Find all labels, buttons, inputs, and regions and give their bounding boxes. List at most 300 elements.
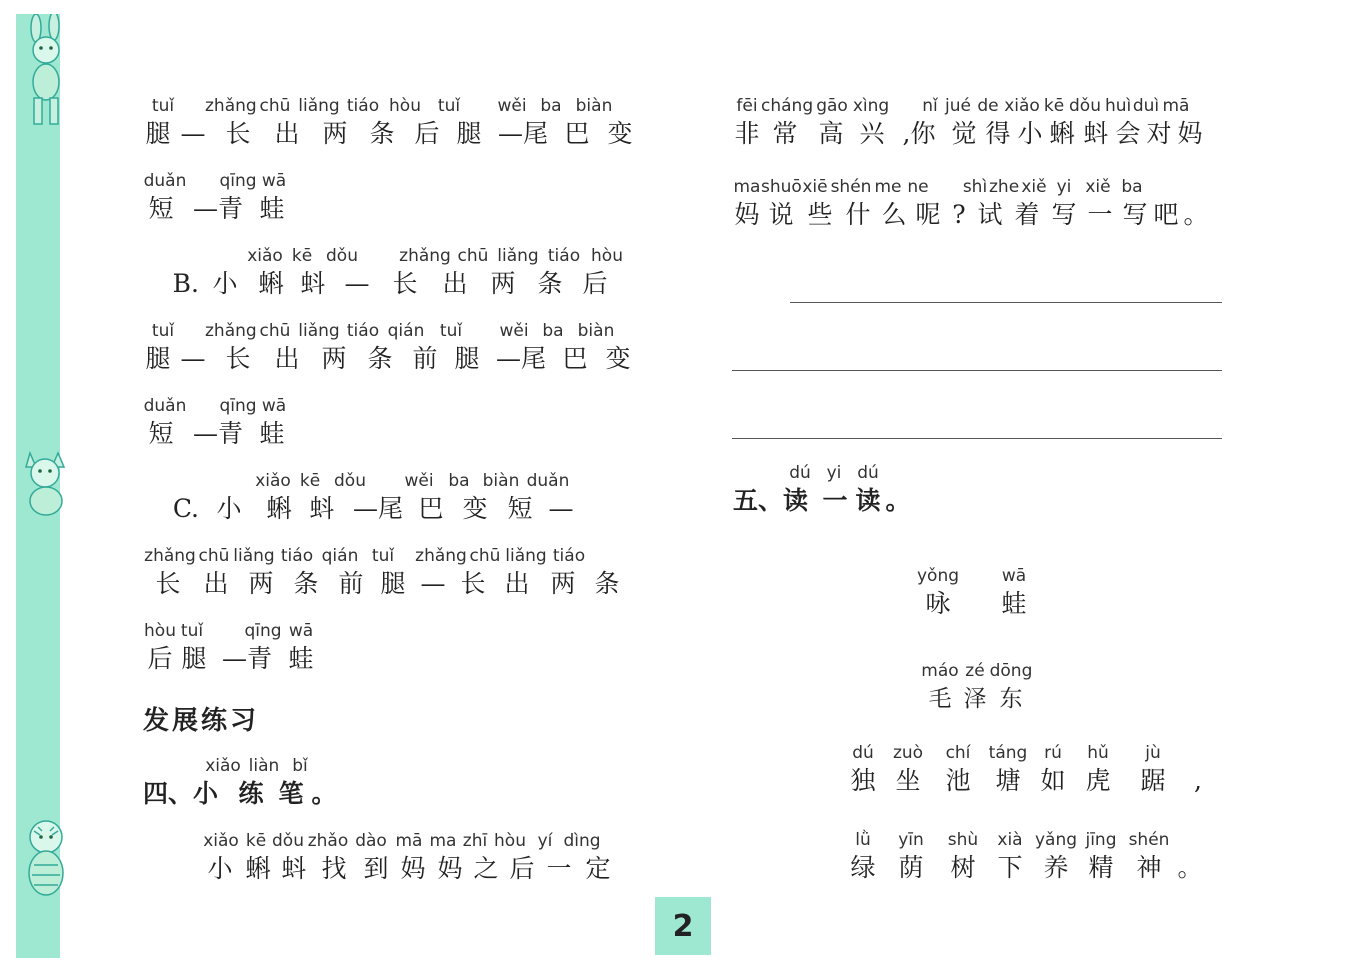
answer-line[interactable] bbox=[732, 370, 1222, 371]
pinyin: wěi bbox=[497, 96, 527, 116]
pinyin-line bbox=[143, 755, 339, 777]
pinyin: liǎng bbox=[233, 546, 275, 566]
pinyin: huì bbox=[1105, 96, 1132, 116]
pinyin: dào bbox=[355, 831, 387, 851]
hanzi: 非 bbox=[734, 119, 760, 148]
hanzi: 两 bbox=[550, 569, 576, 598]
pinyin-line bbox=[733, 462, 913, 484]
hanzi: 长 bbox=[392, 269, 418, 298]
pinyin: mā bbox=[395, 831, 423, 851]
pinyin: tiáo bbox=[547, 246, 581, 266]
hanzi-line bbox=[918, 682, 1034, 716]
pinyin-line bbox=[143, 545, 629, 567]
option-c bbox=[143, 470, 581, 526]
pinyin-line bbox=[912, 565, 1034, 587]
hanzi: 塘 bbox=[995, 766, 1021, 795]
pinyin-line bbox=[143, 245, 629, 267]
hanzi: 巴 bbox=[564, 119, 590, 148]
hanzi: 巴 bbox=[418, 494, 444, 523]
pinyin: chū bbox=[469, 546, 501, 566]
pinyin: wā bbox=[261, 396, 287, 416]
hanzi: 后 bbox=[414, 119, 440, 148]
pinyin: liǎng bbox=[298, 96, 340, 116]
pinyin: yi bbox=[826, 463, 842, 483]
pinyin: tuǐ bbox=[151, 96, 175, 116]
pinyin-line bbox=[843, 742, 1213, 764]
pinyin: chū bbox=[259, 96, 291, 116]
pinyin: hòu bbox=[389, 96, 421, 116]
pinyin: shén bbox=[830, 177, 872, 197]
pinyin: kē bbox=[291, 246, 313, 266]
hanzi-line bbox=[843, 851, 1205, 885]
pinyin: hǔ bbox=[1087, 743, 1109, 763]
hanzi: 对 bbox=[1146, 119, 1172, 148]
hanzi: 蝌 bbox=[245, 854, 271, 883]
pinyin: táng bbox=[988, 743, 1028, 763]
hanzi: 后 bbox=[147, 644, 173, 673]
hanzi: 短 bbox=[148, 419, 174, 448]
hanzi: 小 bbox=[207, 854, 233, 883]
hanzi: 变 bbox=[605, 344, 631, 373]
pinyin: wěi bbox=[499, 321, 529, 341]
pinyin: ma bbox=[733, 177, 761, 197]
hanzi: —尾 bbox=[497, 119, 548, 148]
pinyin: duǎn bbox=[526, 471, 570, 491]
pinyin: tuǐ bbox=[437, 96, 461, 116]
hanzi: 。 bbox=[885, 486, 911, 515]
pinyin: liǎng bbox=[505, 546, 547, 566]
hanzi-line bbox=[143, 117, 643, 151]
pinyin: chū bbox=[457, 246, 489, 266]
hanzi: 后 bbox=[509, 854, 535, 883]
hanzi-line bbox=[143, 777, 339, 811]
hanzi: 池 bbox=[945, 766, 971, 795]
hanzi: 之 bbox=[473, 854, 499, 883]
pinyin: hòu bbox=[591, 246, 623, 266]
hanzi: 巴 bbox=[562, 344, 588, 373]
left-row-1 bbox=[143, 95, 643, 151]
hanzi: 后 bbox=[582, 269, 608, 298]
pinyin: lǜ bbox=[855, 830, 871, 850]
pinyin: xiě bbox=[1021, 177, 1047, 197]
hanzi: 虎 bbox=[1085, 766, 1111, 795]
hanzi: 找 bbox=[321, 854, 347, 883]
hanzi: — bbox=[420, 569, 446, 598]
option-b bbox=[143, 245, 629, 301]
poem-line-2 bbox=[843, 829, 1205, 885]
pinyin: zhī bbox=[462, 831, 488, 851]
pinyin: wā bbox=[1001, 566, 1027, 586]
hanzi: 踞 bbox=[1140, 766, 1166, 795]
hanzi: 如 bbox=[1040, 766, 1066, 795]
poem-line-1 bbox=[843, 742, 1213, 798]
hanzi: 小 bbox=[212, 269, 238, 298]
pinyin: xiǎo bbox=[1004, 96, 1040, 116]
pinyin: yí bbox=[537, 831, 553, 851]
hanzi: — bbox=[180, 344, 206, 373]
hanzi-line bbox=[143, 642, 319, 676]
hanzi-line bbox=[143, 192, 289, 226]
hanzi: —青 bbox=[192, 419, 243, 448]
pinyin: kē bbox=[1043, 96, 1065, 116]
hanzi: 变 bbox=[607, 119, 633, 148]
pinyin: zhǎng bbox=[205, 96, 257, 116]
hanzi: 前 bbox=[412, 344, 438, 373]
hanzi: —尾 bbox=[495, 344, 546, 373]
pinyin: tuǐ bbox=[371, 546, 395, 566]
pinyin-line bbox=[143, 620, 319, 642]
pinyin-line bbox=[200, 830, 620, 852]
hanzi: 蚪 bbox=[309, 494, 335, 523]
answer-line[interactable] bbox=[732, 438, 1222, 439]
hanzi: 蛙 bbox=[1001, 589, 1027, 618]
pinyin-line bbox=[733, 176, 1211, 198]
hanzi: 两 bbox=[248, 569, 274, 598]
poem-author bbox=[918, 660, 1034, 716]
pinyin: ba bbox=[448, 471, 470, 491]
section-title: 五、读 bbox=[733, 486, 809, 515]
hanzi: —青 bbox=[221, 644, 272, 673]
hanzi: 一 bbox=[1087, 200, 1113, 229]
hanzi: 兴 bbox=[859, 119, 885, 148]
hanzi: 变 bbox=[462, 494, 488, 523]
pinyin: jīng bbox=[1085, 830, 1117, 850]
hanzi-line bbox=[733, 117, 1205, 151]
hanzi: 绿 bbox=[850, 853, 876, 882]
pinyin: cháng bbox=[761, 96, 814, 116]
hanzi: 荫 bbox=[898, 853, 924, 882]
hanzi: 出 bbox=[203, 569, 229, 598]
hanzi: 蚪 bbox=[281, 854, 307, 883]
hanzi-line bbox=[143, 492, 581, 526]
hanzi: 妈 bbox=[400, 854, 426, 883]
hanzi-line bbox=[143, 417, 289, 451]
pinyin: yǒng bbox=[916, 566, 960, 586]
hanzi: 短 bbox=[148, 194, 174, 223]
pinyin: máo bbox=[921, 661, 959, 681]
pinyin: chí bbox=[945, 743, 971, 763]
hanzi: 条 bbox=[367, 344, 393, 373]
pinyin: xià bbox=[997, 830, 1023, 850]
pinyin: shù bbox=[947, 830, 979, 850]
poem-title bbox=[912, 565, 1034, 621]
hanzi: 蝌 bbox=[266, 494, 292, 523]
hanzi: , bbox=[1194, 766, 1202, 795]
hanzi: 蚪 bbox=[300, 269, 326, 298]
hanzi: 腿 bbox=[454, 344, 480, 373]
rabbit-mascot-icon bbox=[16, 14, 76, 134]
pinyin: xiē bbox=[802, 177, 828, 197]
hanzi: 两 bbox=[321, 344, 347, 373]
pinyin: biàn bbox=[482, 471, 520, 491]
hanzi: 条 bbox=[293, 569, 319, 598]
hanzi: 腿 bbox=[145, 119, 171, 148]
hanzi: 。 bbox=[1183, 200, 1209, 229]
pinyin: jù bbox=[1145, 743, 1161, 763]
section-5-heading bbox=[733, 462, 913, 518]
pinyin: xiǎo bbox=[255, 471, 291, 491]
section-title: 四、小 bbox=[143, 779, 219, 808]
pinyin: ma bbox=[429, 831, 457, 851]
pinyin: zhǎng bbox=[205, 321, 257, 341]
hanzi: 长 bbox=[460, 569, 486, 598]
hanzi-line bbox=[843, 764, 1213, 798]
pinyin: duǎn bbox=[143, 171, 187, 191]
hanzi-line bbox=[733, 484, 913, 518]
hanzi: — bbox=[344, 269, 370, 298]
hanzi: 什 bbox=[845, 200, 871, 229]
pinyin: nǐ bbox=[922, 96, 938, 116]
pinyin: tuǐ bbox=[180, 621, 204, 641]
hanzi: 腿 bbox=[145, 344, 171, 373]
pinyin: dōng bbox=[989, 661, 1033, 681]
pinyin: biàn bbox=[577, 321, 615, 341]
left-row-5 bbox=[143, 395, 289, 451]
hanzi: 长 bbox=[225, 119, 251, 148]
hanzi: 一 bbox=[546, 854, 572, 883]
hanzi: 。 bbox=[1177, 853, 1203, 882]
hanzi: 蝌 bbox=[1049, 119, 1075, 148]
writing-task-line-2 bbox=[733, 95, 1205, 151]
pinyin: fēi bbox=[736, 96, 758, 116]
hanzi: 定 bbox=[585, 854, 611, 883]
pinyin: zhe bbox=[989, 177, 1020, 197]
pinyin: qīng bbox=[219, 396, 257, 416]
pinyin: wā bbox=[261, 171, 287, 191]
pinyin: rú bbox=[1044, 743, 1062, 763]
hanzi: 小 bbox=[216, 494, 242, 523]
hanzi: 泽 bbox=[963, 686, 987, 712]
answer-line[interactable] bbox=[790, 302, 1222, 303]
pinyin: dú bbox=[857, 463, 879, 483]
pinyin: zhǎng bbox=[399, 246, 451, 266]
pinyin: dǒu bbox=[272, 831, 304, 851]
hanzi: —青 bbox=[192, 194, 243, 223]
pinyin: kē bbox=[299, 471, 321, 491]
writing-task-line-1 bbox=[200, 830, 620, 886]
hanzi: 精 bbox=[1088, 853, 1114, 882]
pinyin-line bbox=[143, 395, 289, 417]
pinyin: shén bbox=[1128, 830, 1170, 850]
pinyin-line bbox=[143, 470, 581, 492]
pinyin: yīn bbox=[898, 830, 924, 850]
pinyin: de bbox=[977, 96, 999, 116]
pinyin: me bbox=[874, 177, 902, 197]
pinyin: ba bbox=[540, 96, 562, 116]
hanzi: 得 bbox=[985, 119, 1011, 148]
pinyin: zé bbox=[965, 661, 985, 681]
hanzi: 么 bbox=[881, 200, 907, 229]
hanzi: — bbox=[180, 119, 206, 148]
hanzi-line bbox=[733, 198, 1211, 232]
pinyin-line bbox=[143, 320, 641, 342]
hanzi: 。 bbox=[311, 779, 337, 808]
hanzi: 吧 bbox=[1153, 200, 1179, 229]
hanzi: 养 bbox=[1043, 853, 1069, 882]
pinyin: liàn bbox=[248, 756, 280, 776]
pinyin: tiáo bbox=[346, 321, 380, 341]
hanzi: 腿 bbox=[181, 644, 207, 673]
hanzi: 前 bbox=[338, 569, 364, 598]
pinyin: xiǎo bbox=[205, 756, 241, 776]
hanzi: 两 bbox=[322, 119, 348, 148]
hanzi: 到 bbox=[363, 854, 389, 883]
pinyin: shuō bbox=[761, 177, 802, 197]
hanzi: 出 bbox=[274, 119, 300, 148]
hanzi: 蛙 bbox=[259, 194, 285, 223]
option-label: C. bbox=[172, 494, 199, 523]
hanzi: 神 bbox=[1136, 853, 1162, 882]
hanzi: 独 bbox=[850, 766, 876, 795]
hanzi: 蛙 bbox=[288, 644, 314, 673]
hanzi: 呢 bbox=[915, 200, 941, 229]
hanzi: 一 bbox=[822, 486, 848, 515]
hanzi: 笔 bbox=[278, 779, 304, 808]
hanzi: 妈 bbox=[734, 200, 760, 229]
pinyin: tiáo bbox=[346, 96, 380, 116]
hanzi: 条 bbox=[537, 269, 563, 298]
pinyin: dìng bbox=[563, 831, 601, 851]
pinyin: dǒu bbox=[334, 471, 366, 491]
pinyin: zhǎng bbox=[144, 546, 196, 566]
hanzi: 两 bbox=[490, 269, 516, 298]
pinyin-line bbox=[843, 829, 1205, 851]
hanzi: 觉 bbox=[951, 119, 977, 148]
hanzi: 东 bbox=[999, 686, 1023, 712]
pinyin: duì bbox=[1132, 96, 1160, 116]
pinyin: dú bbox=[852, 743, 874, 763]
hanzi: 短 bbox=[507, 494, 533, 523]
pinyin: tuǐ bbox=[439, 321, 463, 341]
pinyin: biàn bbox=[575, 96, 613, 116]
pinyin: dú bbox=[789, 463, 811, 483]
hanzi: 蛙 bbox=[259, 419, 285, 448]
pinyin-line bbox=[143, 95, 643, 117]
pinyin: tiáo bbox=[552, 546, 586, 566]
left-row-2 bbox=[143, 170, 289, 226]
page-number: 2 bbox=[655, 897, 711, 955]
pinyin: kē bbox=[245, 831, 267, 851]
hanzi: 练 bbox=[238, 779, 264, 808]
hanzi: 妈 bbox=[437, 854, 463, 883]
pinyin: yǎng bbox=[1034, 830, 1078, 850]
hanzi: 说 bbox=[768, 200, 794, 229]
pinyin: yi bbox=[1056, 177, 1072, 197]
pinyin: zhǎo bbox=[307, 831, 349, 851]
pinyin: xiǎo bbox=[247, 246, 283, 266]
hanzi: 毛 bbox=[928, 686, 952, 712]
pinyin: ba bbox=[542, 321, 564, 341]
hanzi: 着 bbox=[1014, 200, 1040, 229]
hanzi: 长 bbox=[155, 569, 181, 598]
pinyin: wā bbox=[288, 621, 314, 641]
pinyin: tiáo bbox=[280, 546, 314, 566]
hanzi: 蚪 bbox=[1083, 119, 1109, 148]
hanzi: 读 bbox=[855, 486, 881, 515]
hanzi-line bbox=[143, 567, 629, 601]
hanzi: 条 bbox=[594, 569, 620, 598]
left-row-7 bbox=[143, 545, 629, 601]
pinyin: dǒu bbox=[326, 246, 358, 266]
pinyin: xiǎo bbox=[203, 831, 239, 851]
hanzi: 咏 bbox=[925, 589, 951, 618]
pinyin: hòu bbox=[494, 831, 526, 851]
pinyin: ba bbox=[1121, 177, 1143, 197]
pinyin: qián bbox=[387, 321, 425, 341]
pinyin: zhǎng bbox=[415, 546, 467, 566]
hanzi: 出 bbox=[274, 344, 300, 373]
pinyin: mā bbox=[1162, 96, 1190, 116]
hanzi: 出 bbox=[504, 569, 530, 598]
hanzi: 妈 bbox=[1177, 119, 1203, 148]
pinyin: xiě bbox=[1085, 177, 1111, 197]
hanzi: 出 bbox=[442, 269, 468, 298]
hanzi: ? bbox=[952, 200, 966, 229]
pinyin: chū bbox=[259, 321, 291, 341]
pinyin: shì bbox=[962, 177, 988, 197]
tiger-mascot-icon bbox=[16, 815, 76, 905]
pinyin: dǒu bbox=[1069, 96, 1101, 116]
hanzi: 蝌 bbox=[258, 269, 284, 298]
hanzi: 坐 bbox=[895, 766, 921, 795]
hanzi-line bbox=[912, 587, 1034, 621]
hanzi: 会 bbox=[1115, 119, 1141, 148]
pinyin: liǎng bbox=[298, 321, 340, 341]
pinyin: qīng bbox=[244, 621, 282, 641]
hanzi: 下 bbox=[997, 853, 1023, 882]
hanzi: ,你 bbox=[902, 119, 936, 148]
hanzi: 写 bbox=[1051, 200, 1077, 229]
pinyin: wěi bbox=[404, 471, 434, 491]
pinyin: gāo bbox=[816, 96, 848, 116]
hanzi: — bbox=[548, 494, 574, 523]
pinyin: chū bbox=[198, 546, 230, 566]
pinyin: qīng bbox=[219, 171, 257, 191]
hanzi: 试 bbox=[977, 200, 1003, 229]
writing-task-line-3 bbox=[733, 176, 1211, 232]
hanzi: —尾 bbox=[352, 494, 403, 523]
pinyin: tuǐ bbox=[151, 321, 175, 341]
hanzi-line bbox=[143, 342, 641, 376]
pinyin: xìng bbox=[852, 96, 890, 116]
hanzi: 小 bbox=[1017, 119, 1043, 148]
left-row-8 bbox=[143, 620, 319, 676]
hanzi: 长 bbox=[225, 344, 251, 373]
hanzi-line bbox=[143, 267, 629, 301]
hanzi: 常 bbox=[772, 119, 798, 148]
development-practice-heading: 发展练习 bbox=[143, 706, 260, 736]
pinyin: bǐ bbox=[292, 756, 308, 776]
hanzi: 条 bbox=[369, 119, 395, 148]
hanzi: 树 bbox=[950, 853, 976, 882]
pinyin-line bbox=[733, 95, 1205, 117]
pinyin: zuò bbox=[892, 743, 924, 763]
pinyin: duǎn bbox=[143, 396, 187, 416]
pinyin: liǎng bbox=[497, 246, 539, 266]
hanzi: 些 bbox=[807, 200, 833, 229]
hanzi: 腿 bbox=[380, 569, 406, 598]
hanzi-line bbox=[200, 852, 620, 886]
pinyin: qián bbox=[321, 546, 359, 566]
left-row-4 bbox=[143, 320, 641, 376]
pinyin-line bbox=[143, 170, 289, 192]
pinyin: hòu bbox=[144, 621, 176, 641]
pinyin: jué bbox=[945, 96, 971, 116]
hanzi: 腿 bbox=[456, 119, 482, 148]
option-label: B. bbox=[172, 269, 199, 298]
pinyin: ne bbox=[907, 177, 929, 197]
hanzi: 高 bbox=[818, 119, 844, 148]
